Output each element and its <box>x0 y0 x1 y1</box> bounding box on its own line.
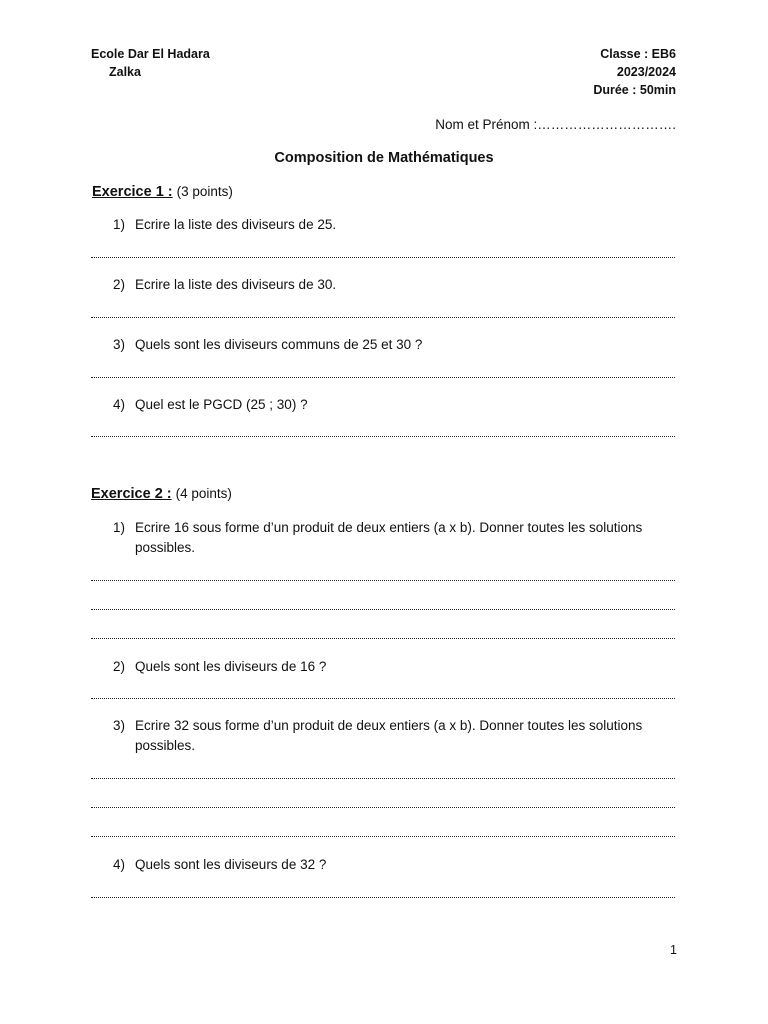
answer-line[interactable] <box>91 609 675 610</box>
exercise-1-points: (3 points) <box>176 184 233 199</box>
answer-line[interactable] <box>91 317 675 318</box>
question-number: 2) <box>113 659 126 674</box>
exercise-1-label: Exercice 1 : <box>92 184 173 200</box>
question-number: 3) <box>113 718 126 733</box>
question-text: Ecrire 16 sous forme d’un produit de deux entiers (a x b). Donner toutes les solutions possibles. <box>135 520 643 555</box>
name-field[interactable]: Nom et Prénom :…………………………. <box>435 117 676 132</box>
answer-line[interactable] <box>91 807 675 808</box>
question-text: Ecrire 32 sous forme d’un produit de deux entiers (a x b). Donner toutes les solutions possibles. <box>135 718 643 753</box>
exercise-2-label: Exercice 2 : <box>91 486 172 502</box>
question-number: 1) <box>113 520 126 535</box>
question-number: 4) <box>113 397 126 412</box>
answer-line[interactable] <box>91 257 675 258</box>
exercise-2-heading <box>91 486 232 502</box>
question-number: 3) <box>113 337 126 352</box>
answer-line[interactable] <box>91 377 675 378</box>
school-name: Ecole Dar El Hadara <box>91 47 210 61</box>
exam-duration: Durée : 50min <box>593 83 676 97</box>
answer-line[interactable] <box>91 638 675 639</box>
question-text: Quels sont les diviseurs communs de 25 et 30 ? <box>135 337 423 352</box>
question-text: Quels sont les diviseurs de 32 ? <box>135 857 327 872</box>
answer-line[interactable] <box>91 436 675 437</box>
document-title: Composition de Mathématiques <box>274 150 494 166</box>
exercise-2-points: (4 points) <box>175 486 232 501</box>
school-location: Zalka <box>109 65 141 79</box>
question-text: Quels sont les diviseurs de 16 ? <box>135 659 327 674</box>
answer-line[interactable] <box>91 836 675 837</box>
class-label: Classe : EB6 <box>600 47 676 61</box>
school-year: 2023/2024 <box>616 65 676 79</box>
question-text: Quel est le PGCD (25 ; 30) ? <box>135 397 308 412</box>
answer-line[interactable] <box>91 698 675 699</box>
question-text: Ecrire la liste des diviseurs de 30. <box>135 277 337 292</box>
answer-line[interactable] <box>91 897 675 898</box>
exercise-1-heading <box>92 184 233 200</box>
question-number: 1) <box>113 217 126 232</box>
page-number: 1 <box>670 943 677 957</box>
answer-line[interactable] <box>91 778 675 779</box>
answer-line[interactable] <box>91 580 675 581</box>
question-text: Ecrire la liste des diviseurs de 25. <box>135 217 337 232</box>
question-number: 2) <box>113 277 126 292</box>
question-number: 4) <box>113 857 126 872</box>
